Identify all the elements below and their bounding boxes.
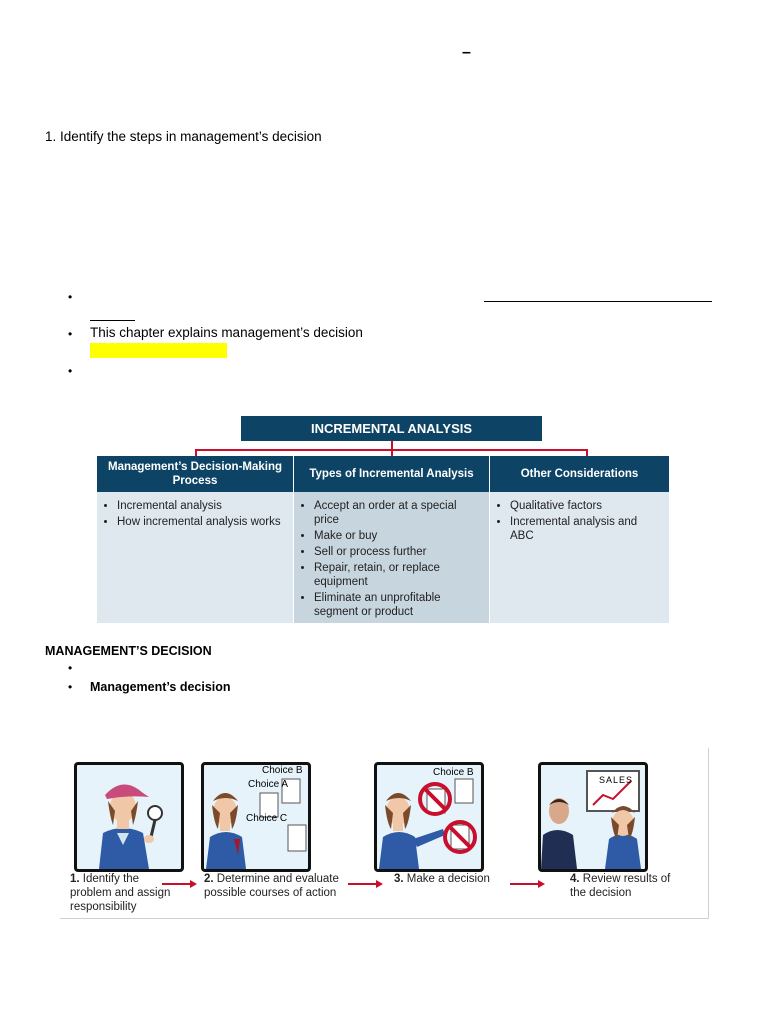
- blank-underline: [484, 301, 712, 302]
- step-text: Determine and evaluate possible courses of action: [204, 873, 339, 899]
- column-title: Other Considerations: [490, 456, 669, 492]
- bullet-dot: •: [68, 364, 73, 378]
- bullet-text: Management’s decision: [90, 680, 231, 694]
- column-item: • Qualitative factors: [510, 499, 663, 513]
- column-item: • Repair, retain, or replace equipment: [314, 561, 483, 589]
- step-text: Identify the problem and assign responsibility: [70, 873, 171, 913]
- bullet-dot: •: [68, 327, 73, 341]
- arrow-right-icon: [510, 879, 546, 889]
- step-number: 1.: [70, 873, 80, 885]
- decision-process-illustration: [60, 748, 709, 919]
- learning-objective: 1. Identify the steps in management’s decision: [45, 129, 322, 144]
- arrow-right-icon: [348, 879, 384, 889]
- diagram-connector: [195, 449, 197, 456]
- column-title: Types of Incremental Analysis: [294, 456, 489, 492]
- panel-decision: [374, 762, 484, 872]
- panel-identify: [74, 762, 184, 872]
- section-heading: MANAGEMENT’S DECISION: [45, 644, 212, 658]
- bullet-dot: •: [68, 661, 73, 675]
- bullet-text: This chapter explains management’s decision: [90, 325, 363, 340]
- step-label: [570, 872, 680, 900]
- choice-b-label: Choice B: [262, 765, 303, 776]
- step-label: [394, 872, 504, 886]
- choice-a-label: Choice A: [248, 779, 289, 790]
- step-number: 3.: [394, 873, 404, 885]
- column-item: • Incremental analysis: [117, 499, 287, 513]
- choice-c-label: Choice C: [246, 813, 288, 824]
- step-label: [204, 872, 344, 900]
- diagram-connector: [586, 449, 588, 456]
- header-dash: –: [462, 44, 471, 61]
- step-number: 4.: [570, 873, 580, 885]
- bullet-dot: •: [68, 290, 73, 304]
- highlight-mark: [90, 343, 227, 358]
- diagram-connector: [391, 449, 393, 456]
- sales-label: SALES: [599, 775, 634, 785]
- column-item: • Incremental analysis and ABC: [510, 515, 663, 543]
- diagram-column: [490, 456, 669, 623]
- column-title: Management’s Decision-Making Process: [97, 456, 293, 492]
- choice-b-label: Choice B: [433, 767, 474, 778]
- step-text: Make a decision: [406, 873, 490, 885]
- step-number: 2.: [204, 873, 214, 885]
- step-text: Review results of the decision: [570, 873, 671, 899]
- bullet-dot: •: [68, 680, 73, 694]
- column-item: • Make or buy: [314, 529, 483, 543]
- column-item: • How incremental analysis works: [117, 515, 287, 529]
- blank-underline: [90, 320, 135, 321]
- column-item: • Eliminate an unprofitable segment or product: [314, 591, 483, 619]
- diagram-title: INCREMENTAL ANALYSIS: [241, 416, 542, 441]
- panel-review: [538, 762, 648, 872]
- arrow-right-icon: [162, 879, 198, 889]
- column-item: • Sell or process further: [314, 545, 483, 559]
- diagram-column: [97, 456, 293, 623]
- panel-choices: [201, 762, 311, 872]
- column-item: • Accept an order at a special price: [314, 499, 483, 527]
- diagram-column: [294, 456, 489, 623]
